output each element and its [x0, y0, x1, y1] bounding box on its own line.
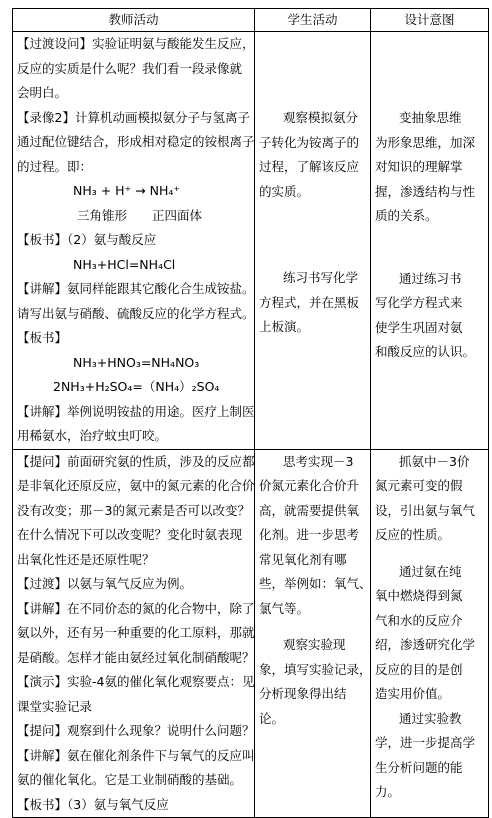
text-line: 反应的性质。 — [375, 527, 451, 542]
text-line: 氨以外，还有另一种重要的化工原料，那就 — [17, 625, 255, 640]
text-line: 使学生巩固对氨 — [375, 319, 463, 335]
teacher-activity-cell — [13, 32, 255, 450]
text-line: 用稀氨水，治疗蚊虫叮咬。 — [17, 428, 168, 443]
teacher-activity-cell — [13, 449, 255, 818]
text-line: 的过程。即： — [17, 158, 93, 174]
text-line: 高，就需要提供氧 — [259, 502, 360, 518]
text-line: 价氮元素化合价升 — [259, 478, 360, 493]
text-line: 设，引出氨与氧气 — [375, 502, 476, 518]
equation: 2NH₃+H₂SO₄=（NH₄）₂SO₄ — [53, 379, 220, 394]
lesson-plan-table — [12, 8, 489, 818]
text-line: 【提问】观察到什么现象？说明什么问题？ — [17, 723, 255, 738]
text-line: 【讲解】举例说明铵盐的用途。医疗上制医 — [17, 403, 255, 419]
table-row — [13, 32, 489, 450]
text-line: 反应的目的是创 — [375, 661, 463, 677]
text-line: 抓氨中－3价 — [399, 453, 470, 469]
text-line: 学，进一步提高学 — [375, 735, 476, 750]
text-line: 【提问】前面研究氨的性质，涉及的反应都 — [17, 453, 255, 469]
text-line: 通过实验教 — [399, 710, 462, 726]
text-line: 论。 — [259, 710, 285, 726]
text-line: 氧中燃烧得到氮 — [375, 588, 463, 603]
text-line: 【讲解】在不同价态的氮的化合物中，除了 — [17, 600, 255, 616]
text-line: 通过练习书 — [399, 270, 462, 286]
text-line: 请写出氨与硝酸、硫酸反应的化学方程式。 — [17, 305, 255, 321]
text-line: 常见氧化剂有哪 — [259, 551, 347, 567]
text-line: 会明白。 — [17, 85, 68, 100]
design-intent-cell — [371, 449, 489, 818]
text-line: 写化学方程式来 — [375, 295, 463, 310]
text-line: 【板书】 — [17, 330, 68, 345]
text-line: 和酸反应的认识。 — [375, 344, 476, 359]
text-line: 【录像2】计算机动画模拟氨分子与氢离子 — [17, 109, 250, 125]
text-line: 质的关系。 — [375, 208, 438, 223]
text-line: 【讲解】氨在催化剂条件下与氧气的反应叫 — [17, 747, 255, 763]
text-line: 没有改变；那－3的氮元素是否可以改变？ — [17, 502, 250, 518]
text-line: 【过渡】以氨与氧气反应为例。 — [17, 576, 193, 591]
text-line: 变抽象思维 — [399, 110, 462, 125]
text-line: 气和水的反应介 — [375, 612, 463, 628]
text-line: 生分析问题的能 — [375, 759, 463, 775]
text-line: 通过配位键结合，形成相对稳定的铵根离子 — [17, 134, 255, 149]
table-row — [13, 449, 489, 818]
text-line: 【过渡设问】实验证明氨与酸能发生反应， — [17, 36, 255, 51]
student-activity-cell — [255, 449, 371, 818]
text-line: 练习书写化学 — [283, 270, 359, 285]
header-row — [13, 9, 489, 32]
text-line: 【演示】实验-4氨的催化氧化观察要点：见 — [17, 674, 255, 689]
text-line: 【板书】（2）氨与酸反应 — [17, 232, 157, 247]
text-line: 绍，渗透研究化学 — [375, 637, 476, 652]
text-line: 过程，了解该反应 — [259, 159, 360, 174]
text-line: 分析现象得出结 — [259, 686, 347, 701]
text-line: 氮元素可变的假 — [375, 478, 463, 493]
text-line: 子转化为铵离子的 — [259, 134, 360, 150]
text-line: 三角锥形 正四面体 — [77, 207, 203, 223]
text-line: 思考实现－3 — [283, 453, 354, 469]
text-line: 方程式，并在黑板 — [259, 294, 360, 310]
header-design-intent: 设计意图 — [371, 9, 489, 32]
text-line: 【讲解】氨同样能跟其它酸化合生成铵盐。 — [17, 281, 255, 296]
text-line: 的实质。 — [259, 183, 310, 199]
design-intent-cell — [371, 32, 489, 450]
text-line: 象，填写实验记录， — [259, 661, 372, 677]
text-line: 对知识的理解掌 — [375, 159, 463, 174]
text-line: 【板书】（3）氨与氧气反应 — [17, 796, 169, 812]
equation: NH₃+HNO₃=NH₄NO₃ — [73, 354, 200, 370]
text-line: 是非氧化还原反应，氨中的氮元素的化合价 — [17, 478, 255, 493]
text-line: 氨的催化氧化。它是工业制硝酸的基础。 — [17, 772, 243, 787]
text-line: 反应的实质是什么呢？我们看一段录像就 — [17, 60, 243, 76]
text-line: 为形象思维，加深 — [375, 134, 476, 150]
text-line: 观察模拟氨分 — [283, 110, 359, 125]
text-line: 氯气等。 — [259, 600, 310, 616]
text-line: 通过氨在纯 — [399, 563, 462, 579]
text-line: 观察实验现 — [283, 637, 346, 652]
text-line: 些，举例如：氧气、 — [259, 576, 372, 591]
header-teacher-activity: 教师活动 — [13, 9, 255, 32]
text-line: 出氧化性还是还原性呢？ — [17, 551, 155, 567]
text-line: 造实用价值。 — [375, 686, 451, 701]
text-line: 力。 — [375, 784, 401, 799]
student-activity-cell — [255, 32, 371, 450]
text-line: 化剂。进一步思考 — [259, 527, 360, 542]
equation: NH₃ + H⁺ → NH₄⁺ — [73, 183, 180, 198]
header-student-activity: 学生活动 — [255, 9, 371, 32]
text-line: 在什么情况下可以改变呢？变化时氨表现 — [17, 527, 243, 542]
text-line: 是硝酸。怎样才能由氨经过氧化制硝酸呢？ — [17, 649, 255, 665]
text-line: 握，渗透结构与性 — [375, 183, 476, 199]
equation: NH₃+HCl=NH₄Cl — [73, 256, 176, 272]
text-line: 上板演。 — [259, 319, 310, 334]
text-line: 课堂实验记录 — [17, 698, 93, 714]
